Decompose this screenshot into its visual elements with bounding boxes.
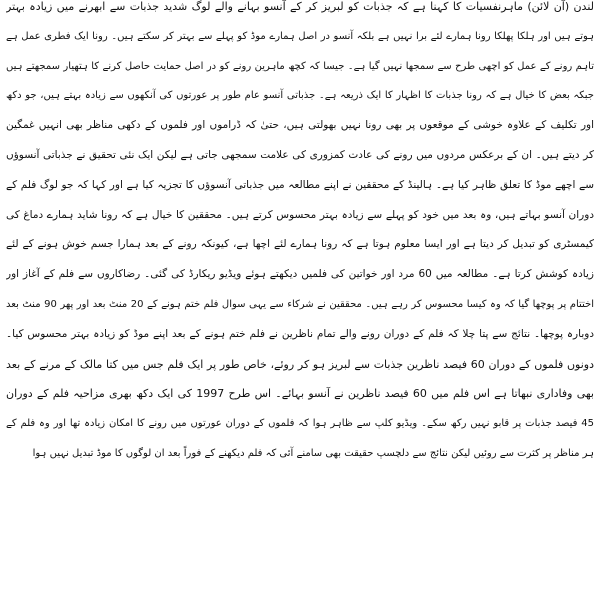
article-line: زیادہ کوشش کرتا ہے۔ مطالعہ میں 60 مرد اور خواتین کی فلمیں دیکھتے ہوئے ویڈیو ریکارڈ کی گئی۔ رضاکاروں سے فلم کے آغاز اور — [6, 268, 594, 281]
article-line: اختتام پر پوچھا گیا کہ وہ کیسا محسوس کر رہے ہیں۔ محققین نے شرکاء سے یہی سوال فلم ختم ہونے کے 20 منٹ بعد اور پھر 90 منٹ بعد — [6, 298, 594, 310]
article-line: جبکہ بعض کا خیال ہے کہ رونا جذبات کا اظہار کا ایک ذریعہ ہے۔ جذباتی آنسو عام طور پر عورتوں کی آنکھوں سے زیادہ بہتے ہیں، جو دکھ — [6, 90, 594, 102]
article-line: سے اچھے موڈ کا تعلق ظاہر کیا ہے۔ ہالینڈ کے محققین نے اپنے مطالعہ میں جذباتی آنسوؤں کا تجزیہ کیا ہے اور کہا کہ جو لوگ فلم کے — [6, 178, 594, 191]
article-line: دوبارہ پوچھا۔ نتائج سے پتا چلا کہ فلم کے دوران رونے والے تمام ناظرین نے فلم ختم ہونے کے بعد اپنے موڈ کو زیادہ بہتر محسوس کیا۔ — [6, 327, 594, 340]
article-line: دوران آنسو بہاتے ہیں، وہ بعد میں خود کو پہلے سے زیادہ بہتر محسوس کرتے ہیں۔ محققین کا خیال ہے کہ رونا شاید ہمارے دماغ کی — [6, 208, 594, 221]
article-body — [6, 0, 594, 469]
article-line: 45 فیصد جذبات پر قابو نہیں رکھ سکے۔ ویڈیو کلپ سے ظاہر ہوا کہ فلموں کے دوران عورتوں میں رونے کا امکان زیادہ تھا اور وہ فلم کے — [6, 418, 594, 430]
article-line: ہوتے ہیں اور ہلکا پھلکا رونا ہمارے لئے برا نہیں ہے بلکہ آنسو در اصل ہمارے موڈ کو پہلے سے بہتر کر سکتے ہیں۔ رونا ایک فطری عمل ہے — [6, 30, 594, 42]
article-line: لندن (آن لائن) ماہرنفسیات کا کہنا ہے کہ جذبات کو لبریز کر کے آنسو بہانے والے لوگ شدید جذبات سے ابھرنے میں زیادہ بہتر — [6, 0, 594, 13]
article-line: کیمسٹری کو تبدیل کر دیتا ہے اور ایسا معلوم ہوتا ہے کہ رونا ہمارے لئے اچھا ہے، کیونکہ رونے کے بعد ہمارا جسم خوش ہونے کے لئے — [6, 238, 594, 251]
article-line: کر دیتے ہیں۔ ان کے برعکس مردوں میں رونے کی عادت کمزوری کی علامت سمجھی جاتی ہے لیکن ایک نئی تحقیق نے جذباتی آنسوؤں — [6, 148, 594, 161]
article-line: اور تکلیف کے علاوہ خوشی کے موقعوں پر بھی رونا نہیں بھولتی ہیں، حتیٰ کہ ڈراموں اور فلموں کے دکھی مناظر بھی انہیں غمگین — [6, 119, 594, 132]
article-line: بھی وفاداری نبھاتا ہے اس فلم میں 60 فیصد ناظرین نے آنسو بہائے۔ اس طرح 1997 کی ایک دکھ بھری مزاحیہ فلم کے دوران — [6, 387, 594, 401]
article-line: ہر مناظر پر کثرت سے روئیں لیکن نتائج سے دلچسپ حقیقت بھی سامنے آئی کہ فلم دیکھنے کے فوراً بعد ان لوگوں کا موڈ تبدیل نہیں ہوا — [32, 447, 594, 459]
article-line: دونوں فلموں کے دوران 60 فیصد ناظرین جذبات سے لبریز ہو کر روئے، خاص طور پر ایک فلم جس میں کتا مالک کے مرنے کے بعد — [6, 357, 594, 371]
article-line: تاہم رونے کے عمل کو اچھی طرح سے سمجھا نہیں گیا ہے۔ جیسا کہ کچھ ماہرین رونے کو در اصل حمایت حاصل کرنے کا ہتھیار سمجھتے ہیں — [6, 60, 594, 72]
